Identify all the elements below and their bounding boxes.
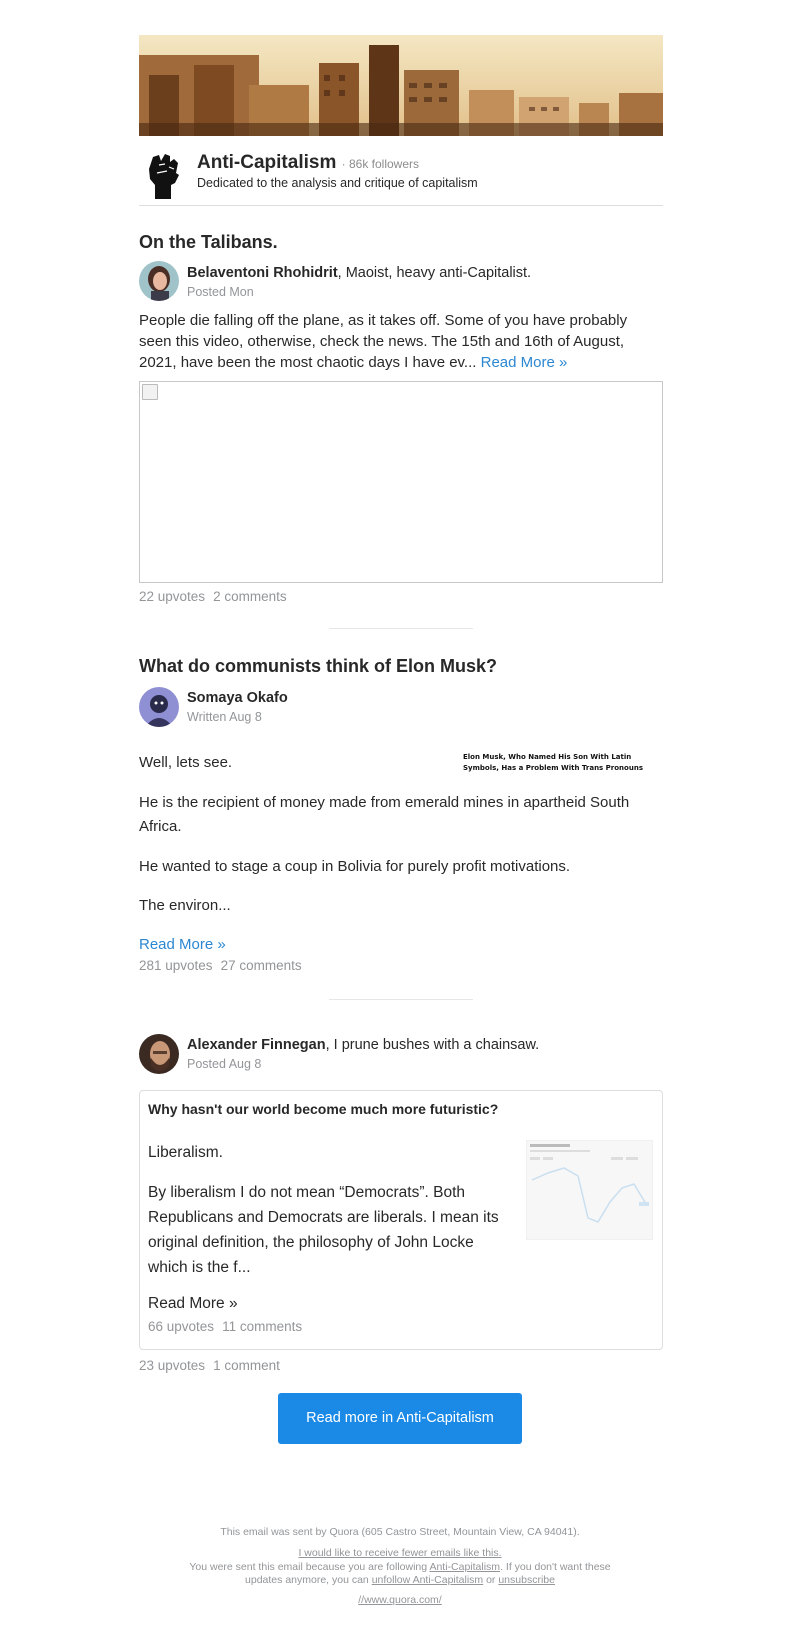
post-title[interactable]: What do communists think of Elon Musk?	[139, 656, 497, 676]
footer-reason	[0, 1561, 800, 1587]
author-line	[187, 265, 531, 281]
fewer-emails-link[interactable]: I would like to receive fewer emails like this.	[298, 1547, 502, 1559]
upvotes-count[interactable]: 281 upvotes	[139, 958, 213, 973]
post-excerpt-text: People die falling off the plane, as it takes off. Some of you have probably seen this video, otherwise, check the news. The 15th and 16th of August, 2021, have been the most chaotic days I have ev...	[139, 312, 628, 371]
post-stats	[139, 1358, 280, 1373]
author-line	[187, 690, 288, 706]
footer-reason-text: . If you don't want these updates anymore, you can	[245, 1561, 611, 1586]
shared-stats	[148, 1319, 302, 1334]
space-description: Dedicated to the analysis and critique of capitalism	[197, 176, 478, 190]
raised-fist-icon[interactable]	[145, 151, 181, 201]
author-credential: , Maoist, heavy anti-Capitalist.	[337, 265, 532, 281]
post-excerpt	[139, 310, 663, 373]
upvotes-count[interactable]: 22 upvotes	[139, 589, 206, 604]
shared-question-title[interactable]: Why hasn't our world become much more futuristic?	[148, 1101, 499, 1117]
comments-count[interactable]: 27 comments	[220, 958, 302, 973]
post-image[interactable]	[139, 381, 663, 583]
post-date: Posted Aug 8	[187, 1057, 262, 1071]
shared-paragraph: Liberalism.	[148, 1144, 223, 1161]
post-image-caption[interactable]: Elon Musk, Who Named His Son With Latin Symbols, Has a Problem With Trans Pronouns	[463, 753, 643, 772]
read-more-in-space-button[interactable]: Read more in Anti-Capitalism	[278, 1393, 522, 1444]
divider	[329, 628, 473, 629]
space-name-text[interactable]: Anti-Capitalism	[197, 152, 337, 173]
footer-reason-text: You were sent this email because you are following	[189, 1561, 430, 1573]
author-credential: , I prune bushes with a chainsaw.	[325, 1037, 540, 1053]
footer-fewer-emails	[0, 1547, 800, 1560]
comments-count[interactable]: 1 comment	[213, 1358, 280, 1373]
post-paragraph: He is the recipient of money made from emerald mines in apartheid South Africa.	[139, 794, 630, 835]
post-date: Posted Mon	[187, 285, 254, 299]
post-title[interactable]: On the Talibans.	[139, 232, 278, 252]
author-name[interactable]: Somaya Okafo	[187, 690, 288, 706]
upvotes-count[interactable]: 66 upvotes	[148, 1319, 215, 1334]
post-paragraph: Well, lets see.	[139, 754, 233, 771]
space-name[interactable]	[197, 152, 419, 174]
author-line	[187, 1037, 539, 1053]
author-name[interactable]: Belaventoni Rhohidrit	[187, 265, 338, 281]
divider	[329, 999, 473, 1000]
post-paragraph: The environ...	[139, 897, 231, 914]
post-stats	[139, 958, 302, 973]
author-name[interactable]: Alexander Finnegan	[187, 1037, 326, 1053]
unfollow-link[interactable]: unfollow Anti-Capitalism	[371, 1574, 484, 1586]
read-more-link[interactable]: Read More »	[139, 936, 226, 953]
author-avatar[interactable]	[139, 1034, 179, 1074]
post-stats	[139, 589, 287, 604]
space-banner-image[interactable]	[139, 35, 663, 136]
space-followers: · 86k followers	[341, 157, 420, 171]
comments-count[interactable]: 11 comments	[222, 1319, 303, 1334]
footer-sent-by: This email was sent by Quora (605 Castro Street, Mountain View, CA 94041).	[220, 1526, 580, 1538]
broken-image-icon	[142, 384, 158, 400]
author-avatar[interactable]	[139, 687, 179, 727]
chart-thumbnail-image[interactable]	[526, 1140, 653, 1240]
footer-space-link[interactable]: Anti-Capitalism	[429, 1561, 501, 1573]
read-more-link[interactable]: Read More »	[148, 1295, 238, 1312]
footer-reason-text: or	[483, 1574, 499, 1586]
footer-quora-link	[0, 1594, 800, 1607]
shared-paragraph: By liberalism I do not mean “Democrats”. Both Republicans and Democrats are liberals. I mean its original definition, the philosophy of John Locke which is the f...	[148, 1184, 499, 1276]
post-date: Written Aug 8	[187, 710, 262, 724]
read-more-link[interactable]: Read More »	[480, 354, 568, 371]
quora-home-link[interactable]: //www.quora.com/	[358, 1594, 442, 1606]
post-paragraph: He wanted to stage a coup in Bolivia for purely profit motivations.	[139, 858, 571, 875]
shared-answer-card[interactable]	[139, 1090, 663, 1350]
author-avatar[interactable]	[139, 261, 179, 301]
upvotes-count[interactable]: 23 upvotes	[139, 1358, 206, 1373]
comments-count[interactable]: 2 comments	[213, 589, 287, 604]
space-header	[139, 148, 663, 206]
unsubscribe-link[interactable]: unsubscribe	[498, 1574, 555, 1586]
